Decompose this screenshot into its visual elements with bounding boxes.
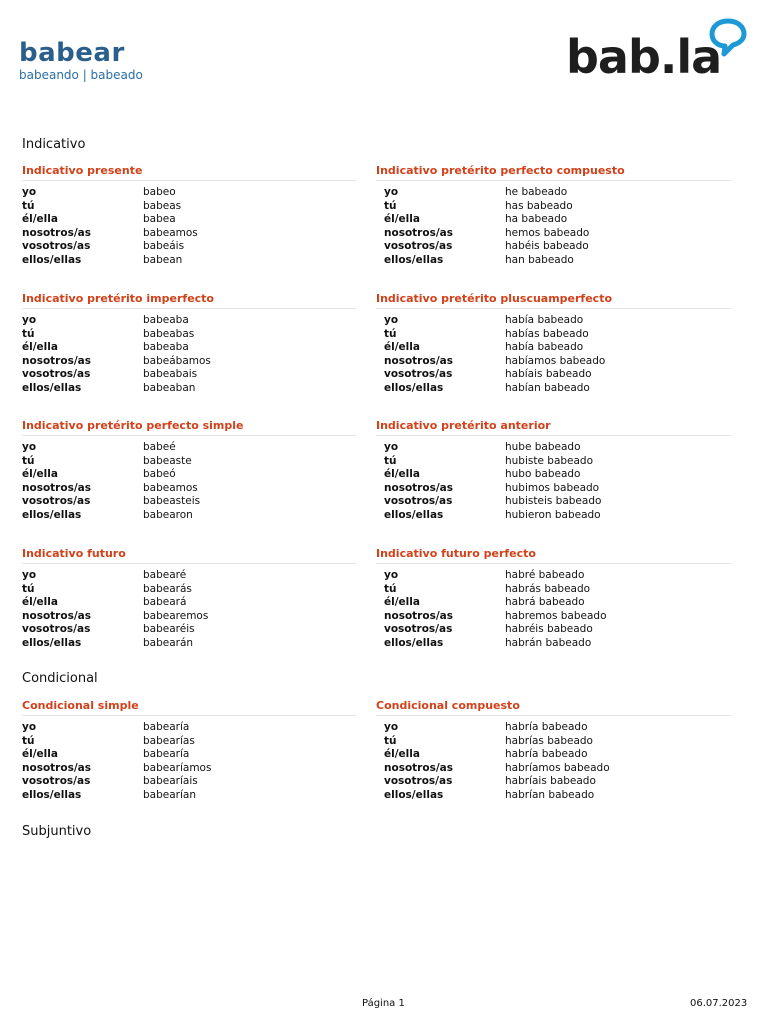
conjugated-form: babearías [143,734,195,747]
conjugated-form: habríamos babeado [505,761,610,774]
table-row [22,748,356,762]
table-row [22,495,356,509]
conjugated-form: hubiste babeado [505,454,594,467]
section-subjuntivo: Subjuntivo [22,824,92,839]
table-row [376,314,731,328]
table-row [22,328,356,342]
table-row [376,368,731,382]
table-indicativo-futuro-perfecto [376,545,731,651]
table-title: Indicativo pretérito anterior [376,417,731,436]
conjugated-form: babea [143,213,176,226]
table-row [376,789,731,803]
pronoun-label: nosotros/as [22,609,91,622]
conjugated-form: babeaban [143,381,196,394]
logo-text: bab.la [566,30,722,84]
conjugated-form: habrías babeado [505,734,593,747]
conjugated-form: hubimos babeado [505,481,600,494]
table-row [22,240,356,254]
conjugated-form: babeé [143,441,176,453]
table-row [22,441,356,455]
table-row [376,341,731,355]
conjugated-form: habrán babeado [505,636,592,649]
conjugated-form: babeaba [143,341,189,354]
pronoun-label: vosotros/as [384,623,453,636]
conjugated-form: habéis babeado [505,240,589,253]
conjugated-form: he babeado [505,186,568,198]
conjugated-form: babearía [143,721,190,733]
table-row [22,314,356,328]
table-row [22,509,356,523]
conjugated-form: habías babeado [505,327,589,340]
table-indicativo-preterito-anterior [376,417,731,523]
table-row [376,186,731,200]
table-row [376,509,731,523]
pronoun-label: nosotros/as [384,226,453,239]
table-row [22,583,356,597]
table-row [376,637,731,651]
table-title: Indicativo futuro perfecto [376,545,731,564]
pronoun-label: tú [22,199,35,212]
pronoun-label: vosotros/as [384,495,453,508]
pronoun-label: nosotros/as [384,761,453,774]
table-row [376,213,731,227]
table-row [376,610,731,624]
pronoun-label: vosotros/as [22,240,91,253]
conjugated-form: babeas [143,199,182,212]
table-row [376,623,731,637]
pronoun-label: yo [384,569,399,581]
conjugated-form: babearás [143,582,192,595]
table-indicativo-preterito-perfecto-simple [22,417,356,523]
footer-date: 06.07.2023 [690,998,748,1009]
conjugated-form: hube babeado [505,441,581,453]
pronoun-label: tú [384,582,397,595]
table-row [376,382,731,396]
table-row [22,341,356,355]
table-row [22,735,356,749]
conjugated-form: babeará [143,596,187,609]
pronoun-label: ellos/ellas [384,508,444,521]
conjugated-form: había babeado [505,314,584,326]
table-row [22,254,356,268]
pronoun-label: tú [384,454,397,467]
pronoun-label: él/ella [384,748,420,761]
pronoun-label: ellos/ellas [384,381,444,394]
pronoun-label: él/ella [22,596,58,609]
pronoun-label: vosotros/as [22,495,91,508]
table-row [22,623,356,637]
table-row [376,328,731,342]
pronoun-label: ellos/ellas [22,636,82,649]
conjugated-form: habrás babeado [505,582,591,595]
table-row [376,240,731,254]
table-condicional-compuesto [376,697,731,803]
conjugated-form: babearíais [143,775,198,788]
babla-logo [566,18,756,84]
pronoun-label: tú [22,327,35,340]
pronoun-label: él/ella [22,341,58,354]
table-row [22,213,356,227]
table-indicativo-preterito-imperfecto [22,290,356,396]
conjugated-form: habréis babeado [505,623,593,636]
pronoun-label: nosotros/as [384,609,453,622]
table-indicativo-futuro [22,545,356,651]
pronoun-label: él/ella [384,213,420,226]
pronoun-label: él/ella [384,468,420,481]
conjugated-form: habremos babeado [505,609,607,622]
conjugated-form: habrían babeado [505,788,595,801]
verb-forms: babeando | babeado [19,68,143,82]
pronoun-label: nosotros/as [22,354,91,367]
table-title: Indicativo pretérito pluscuamperfecto [376,290,731,309]
table-row [22,227,356,241]
table-title: Indicativo pretérito imperfecto [22,290,356,309]
table-row [22,368,356,382]
pronoun-label: yo [22,721,37,733]
table-row [376,583,731,597]
table-row [22,775,356,789]
conjugated-form: habrá babeado [505,596,585,609]
pronoun-label: ellos/ellas [22,253,82,266]
conjugated-form: babearán [143,636,194,649]
verb-title: babear [19,38,125,68]
pronoun-label: tú [384,734,397,747]
page-header [19,38,143,82]
table-row [22,455,356,469]
table-row [376,455,731,469]
pronoun-label: yo [384,441,399,453]
conjugated-form: habían babeado [505,381,590,394]
table-row [376,200,731,214]
pronoun-label: vosotros/as [22,623,91,636]
pronoun-label: vosotros/as [22,368,91,381]
table-row [376,748,731,762]
conjugated-form: babearíamos [143,761,212,774]
table-title: Condicional simple [22,697,356,716]
pronoun-label: yo [22,314,37,326]
pronoun-label: ellos/ellas [22,381,82,394]
pronoun-label: yo [384,314,399,326]
table-row [22,468,356,482]
table-row [22,762,356,776]
conjugated-form: babeo [143,186,176,198]
conjugated-form: habíais babeado [505,368,592,381]
table-title: Indicativo futuro [22,545,356,564]
conjugated-form: ha babeado [505,213,568,226]
pronoun-label: él/ella [384,341,420,354]
conjugated-form: habríais babeado [505,775,596,788]
table-title: Indicativo pretérito perfecto compuesto [376,162,731,181]
table-title: Indicativo presente [22,162,356,181]
table-condicional-simple [22,697,356,803]
table-row [22,186,356,200]
table-row [376,495,731,509]
table-row [22,637,356,651]
table-row [376,735,731,749]
table-indicativo-preterito-perfecto-compuesto [376,162,731,268]
pronoun-label: vosotros/as [384,240,453,253]
pronoun-label: ellos/ellas [22,508,82,521]
conjugated-form: babeaba [143,314,189,326]
pronoun-label: él/ella [22,748,58,761]
pronoun-label: ellos/ellas [384,253,444,266]
pronoun-label: nosotros/as [22,481,91,494]
table-title: Condicional compuesto [376,697,731,716]
conjugated-form: hubo babeado [505,468,581,481]
conjugated-form: babeamos [143,481,198,494]
table-row [22,610,356,624]
conjugated-form: hubisteis babeado [505,495,602,508]
table-row [22,200,356,214]
conjugated-form: has babeado [505,199,573,212]
table-indicativo-preterito-pluscuamperfecto [376,290,731,396]
pronoun-label: tú [22,734,35,747]
pronoun-label: nosotros/as [384,354,453,367]
section-condicional: Condicional [22,671,98,686]
table-row [376,468,731,482]
pronoun-label: ellos/ellas [384,636,444,649]
pronoun-label: él/ella [384,596,420,609]
table-row [22,789,356,803]
conjugated-form: han babeado [505,253,574,266]
speech-bubble-icon [708,18,748,58]
conjugated-form: babearéis [143,623,195,636]
pronoun-label: vosotros/as [384,775,453,788]
conjugated-form: babeábamos [143,354,211,367]
table-row [22,482,356,496]
pronoun-label: vosotros/as [22,775,91,788]
pronoun-label: él/ella [22,213,58,226]
footer-page-number: Página 1 [362,998,405,1009]
pronoun-label: tú [384,327,397,340]
table-row [22,355,356,369]
conjugated-form: babearemos [143,609,209,622]
pronoun-label: yo [22,569,37,581]
table-row [376,355,731,369]
conjugated-form: babearían [143,788,196,801]
pronoun-label: tú [22,454,35,467]
table-row [22,721,356,735]
pronoun-label: tú [22,582,35,595]
pronoun-label: yo [22,441,37,453]
table-row [376,775,731,789]
conjugated-form: hubieron babeado [505,508,601,521]
pronoun-label: nosotros/as [22,761,91,774]
section-indicativo: Indicativo [22,137,86,152]
conjugated-form: habré babeado [505,569,585,581]
table-row [376,569,731,583]
table-row [376,227,731,241]
table-row [376,762,731,776]
conjugated-form: babeabas [143,327,195,340]
pronoun-label: ellos/ellas [22,788,82,801]
conjugated-form: babeaste [143,454,192,467]
pronoun-label: nosotros/as [22,226,91,239]
table-row [376,721,731,735]
conjugated-form: babeasteis [143,495,201,508]
table-row [376,596,731,610]
conjugated-form: babeáis [143,240,185,253]
pronoun-label: tú [384,199,397,212]
conjugated-form: babean [143,253,183,266]
conjugated-form: babearía [143,748,190,761]
conjugated-form: babearon [143,508,193,521]
conjugated-form: babeó [143,468,176,481]
pronoun-label: él/ella [22,468,58,481]
conjugated-form: babearé [143,569,187,581]
conjugated-form: hemos babeado [505,226,590,239]
table-row [376,441,731,455]
conjugated-form: había babeado [505,341,584,354]
pronoun-label: vosotros/as [384,368,453,381]
conjugated-form: habíamos babeado [505,354,606,367]
conjugated-form: babeabais [143,368,198,381]
table-row [376,254,731,268]
conjugated-form: babeamos [143,226,198,239]
pronoun-label: yo [22,186,37,198]
pronoun-label: yo [384,721,399,733]
table-row [22,569,356,583]
table-row [22,382,356,396]
table-row [22,596,356,610]
table-title: Indicativo pretérito perfecto simple [22,417,356,436]
conjugated-form: habría babeado [505,721,588,733]
pronoun-label: nosotros/as [384,481,453,494]
pronoun-label: ellos/ellas [384,788,444,801]
table-indicativo-presente [22,162,356,268]
conjugated-form: habría babeado [505,748,588,761]
pronoun-label: yo [384,186,399,198]
table-row [376,482,731,496]
